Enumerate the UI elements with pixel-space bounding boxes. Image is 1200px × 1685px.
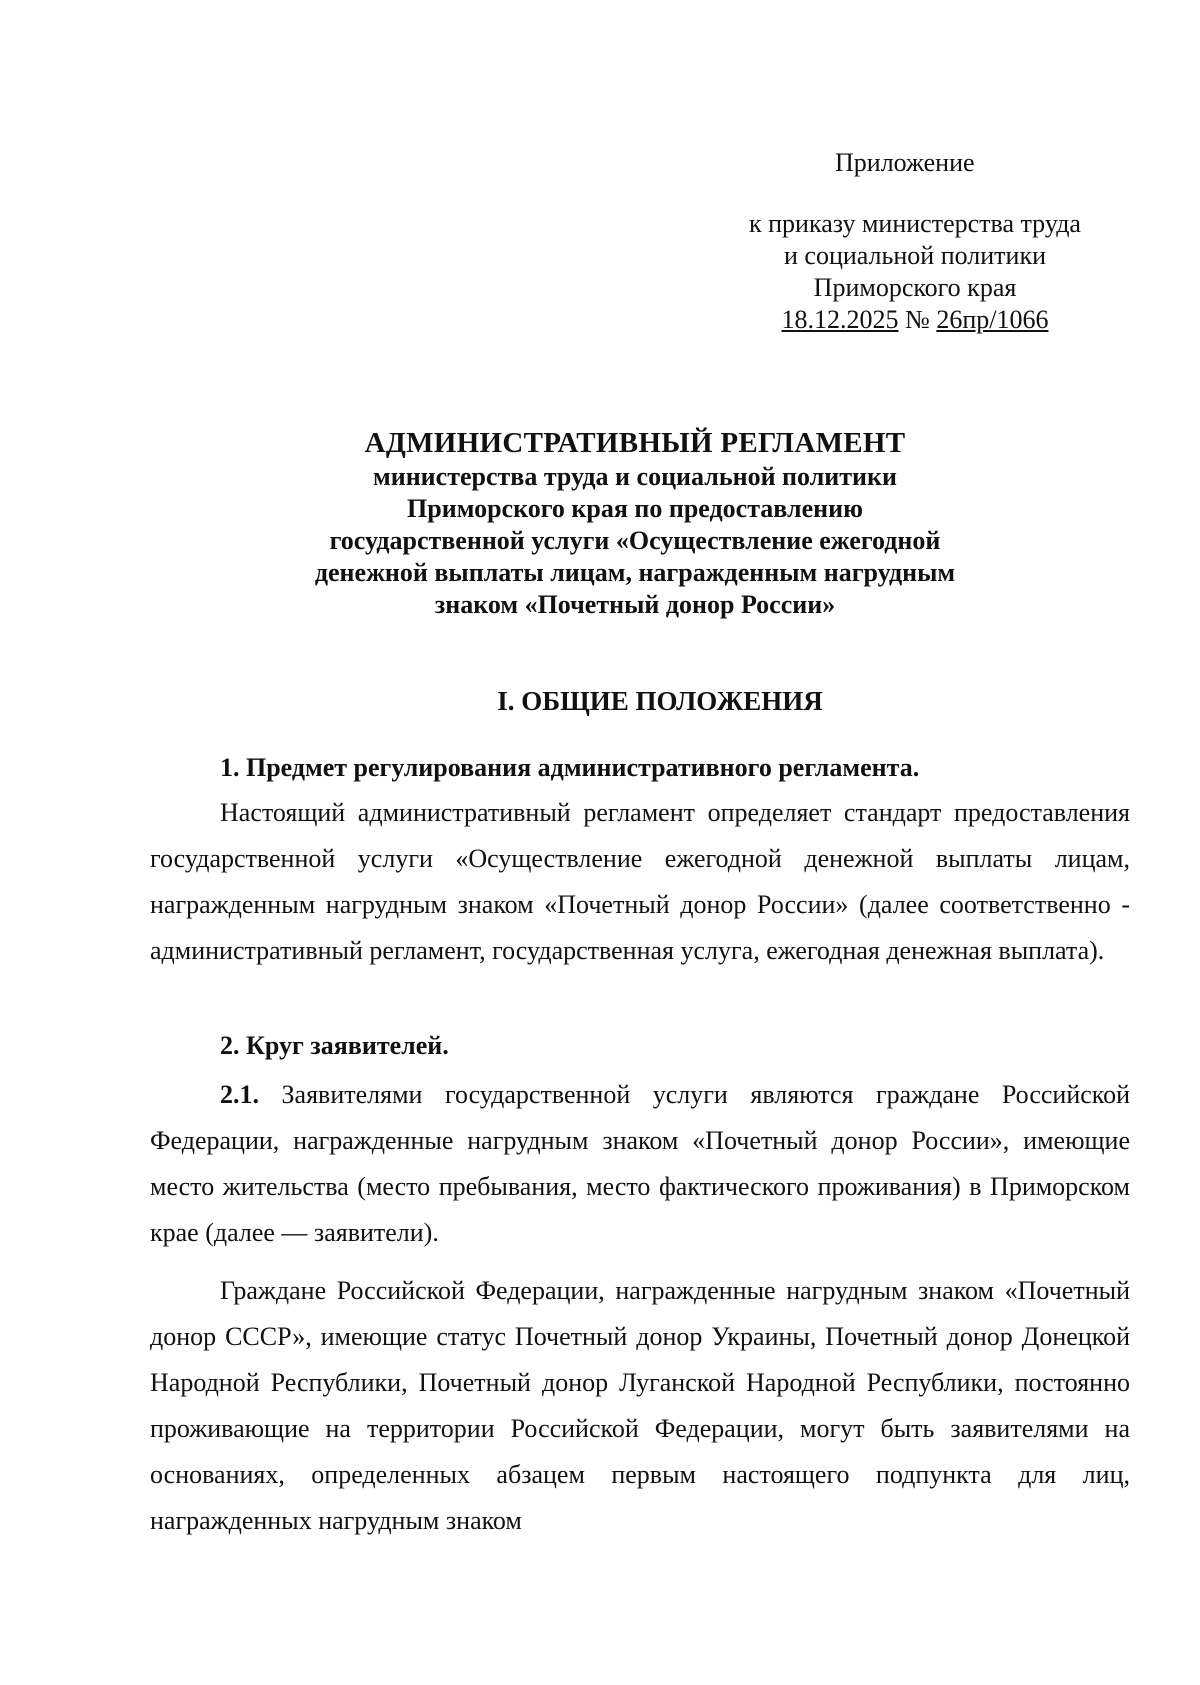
appendix-reference [700,208,1130,336]
paragraph-2-1 [150,1072,1130,1256]
document-title-main: АДМИНИСТРАТИВНЫЙ РЕГЛАМЕНТ [364,427,906,459]
paragraph-2-1-second: Граждане Российской Федерации, награжденные нагрудным знаком «Почетный донор СССР», имеющие статус Почетный донор Украины, Почетный донор Донецкой Народной Республики, Почетный донор Луганской Народной Республики, постоянно проживающие на территории Российской Федерации, могут быть заявителями на основаниях, определенных абзацем первым настоящего подпункта для лиц, награжденных нагрудным знаком [150,1276,1130,1535]
paragraph-1: Настоящий административный регламент определяет стандарт предоставления государственной услуги «Осуществление ежегодной денежной выплаты лицам, награжденным нагрудным знаком «Почетный донор России» (далее соответственно - административный регламент, государственная услуга, ежегодная денежная выплата). [150,798,1130,965]
order-date: 18.12.2025 [781,305,899,334]
appendix-ref-date-number [700,304,1130,336]
appendix-ref-line-1: к приказу министерства труда [749,209,1081,238]
document-title-line-5: знаком «Почетный донор России» [434,590,836,619]
document-title [140,425,1130,621]
paragraph-2-1-text: Заявителями государственной услуги являются граждане Российской Федерации, награжденные нагрудным знаком «Почетный донор России», имеющие место жительства (место пребывания, место фактического проживания) в Приморском крае (далее — заявители). [150,1080,1130,1247]
paragraph-2-1-number: 2.1. [220,1080,259,1109]
section-heading: I. ОБЩИЕ ПОЛОЖЕНИЯ [497,686,823,716]
appendix-ref-line-3: Приморского края [813,273,1017,302]
document-title-line-2: Приморского края по предоставлению [407,494,863,523]
subsection-heading-1: 1. Предмет регулирования административного регламента. [220,753,920,782]
appendix-ref-line-2: и социальной политики [784,241,1046,270]
document-title-line-4: денежной выплаты лицам, награжденным нагрудным [314,558,956,587]
subsection-heading-2: 2. Круг заявителей. [220,1031,449,1060]
number-sign: № [905,305,930,334]
appendix-label: Приложение [835,148,975,177]
order-number: 26пр/1066 [936,305,1049,334]
document-title-line-3: государственной услуги «Осуществление ежегодной [329,526,941,555]
document-title-line-1: министерства труда и социальной политики [373,462,897,491]
